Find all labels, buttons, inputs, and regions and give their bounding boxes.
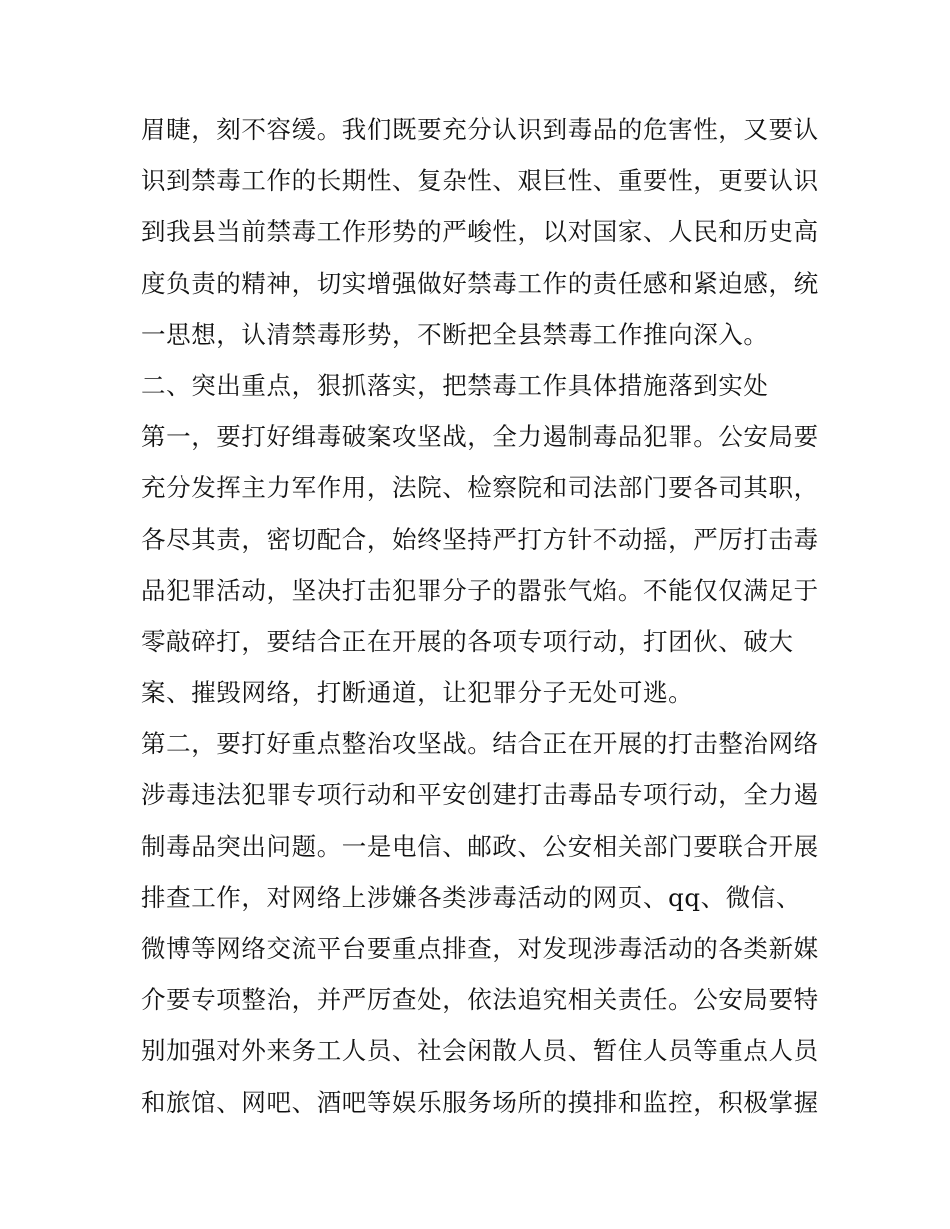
text-line: 和旅馆、网吧、酒吧等娱乐服务场所的摸排和监控，积极掌握 <box>141 1087 819 1117</box>
text-line: 案、摧毁网络，打断通道，让犯罪分子无处可逃。 <box>141 678 694 708</box>
text-line: 零敲碎打，要结合正在开展的各项专项行动，打团伙、破大 <box>141 626 794 656</box>
text-line: 品犯罪活动，坚决打击犯罪分子的嚣张气焰。不能仅仅满足于 <box>141 575 819 605</box>
text-line: 别加强对外来务工人员、社会闲散人员、暂住人员等重点人员 <box>141 1036 819 1066</box>
text-line: 到我县当前禁毒工作形势的严峻性，以对国家、人民和历史高 <box>141 217 819 247</box>
text-line: 充分发挥主力军作用，法院、检察院和司法部门要各司其职， <box>141 473 819 503</box>
text-line: 排查工作，对网络上涉嫌各类涉毒活动的网页、qq、微信、 <box>141 882 802 912</box>
text-line: 度负责的精神，切实增强做好禁毒工作的责任感和紧迫感，统 <box>141 268 819 298</box>
text-line: 识到禁毒工作的长期性、复杂性、艰巨性、重要性，更要认识 <box>141 166 819 196</box>
text-line: 第一，要打好缉毒破案攻坚战，全力遏制毒品犯罪。公安局要 <box>141 422 819 452</box>
text-line: 制毒品突出问题。一是电信、邮政、公安相关部门要联合开展 <box>141 831 819 861</box>
text-line: 介要专项整治，并严厉查处，依法追究相关责任。公安局要特 <box>141 985 819 1015</box>
text-line: 微博等网络交流平台要重点排查，对发现涉毒活动的各类新媒 <box>141 934 819 963</box>
section-heading: 二、突出重点，狠抓落实，把禁毒工作具体措施落到实处 <box>141 370 769 400</box>
body-text <box>141 104 821 1128</box>
text-line: 涉毒违法犯罪专项行动和平安创建打击毒品专项行动，全力遏 <box>141 780 819 810</box>
text-line: 第二，要打好重点整治攻坚战。结合正在开展的打击整治网络 <box>141 729 819 759</box>
text-line: 各尽其责，密切配合，始终坚持严打方针不动摇，严厉打击毒 <box>141 524 819 554</box>
text-line: 一思想，认清禁毒形势，不断把全县禁毒工作推向深入。 <box>141 319 769 349</box>
text-line: 眉睫，刻不容缓。我们既要充分认识到毒品的危害性，又要认 <box>141 115 819 144</box>
